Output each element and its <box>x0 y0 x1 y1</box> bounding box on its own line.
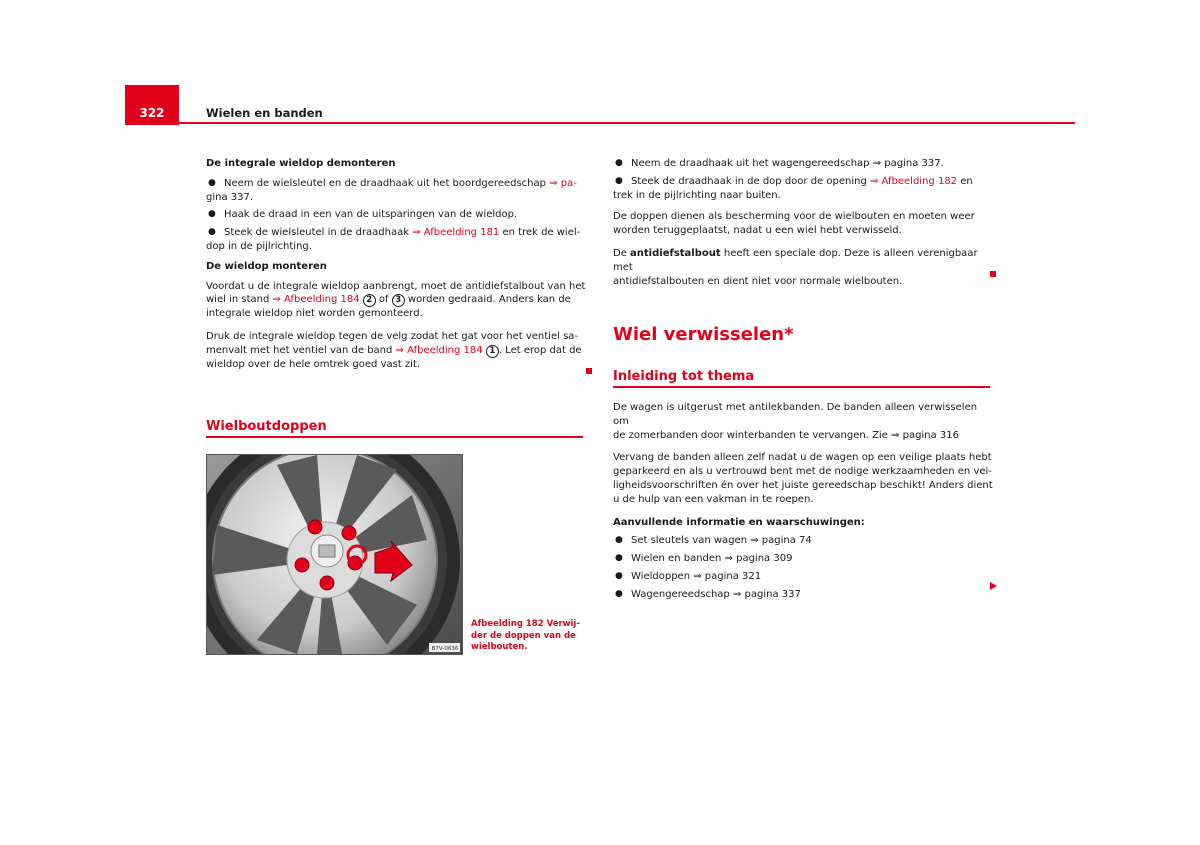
callout-number: 1 <box>486 345 499 358</box>
left-column <box>206 157 586 379</box>
paragraph: De antidiefstalbout heeft een speciale dop. Deze is alleen verenigbaar met antidiefstalbouten en dient niet voor normale wielbouten. <box>613 247 978 287</box>
figure-link[interactable]: ⇒ Afbeelding 181 <box>412 227 500 239</box>
chapter-title: Wielen en banden <box>206 106 323 120</box>
paragraph: Voordat u de integrale wieldop aanbrengt, moet de antidiefstalbout van het wiel in stand ⇒ Afbeelding 184 2 of 3 worden gedraaid. Anders kan de integrale wieldop niet worden gemonteerd. <box>206 280 586 320</box>
chapter-heading: Wiel verwisselen* <box>613 324 794 345</box>
section-title: Inleiding tot thema <box>613 369 755 384</box>
list-item[interactable]: ● Wielen en banden ⇒ pagina 309 <box>615 553 793 565</box>
paragraph: Druk de integrale wieldop tegen de velg zodat het gat voor het ventiel sa- menvalt met het ventiel van de band ⇒ Afbeelding 184 1 . Let erop dat de wieldop over de hele omtrek goed vast zit. <box>206 331 582 370</box>
page-link[interactable]: ⇒ pa- <box>549 177 577 189</box>
list-item: ● Haak de draad in een van de uitsparingen van de wieldop. <box>208 209 518 221</box>
list-item[interactable]: ● Set sleutels van wagen ⇒ pagina 74 <box>615 535 812 547</box>
right-column-intro <box>613 401 993 606</box>
figure-link[interactable]: ⇒ Afbeelding 182 <box>869 175 958 187</box>
figure-caption: Afbeelding 182 Verwij- der de doppen van de wielbouten. <box>471 619 580 652</box>
figure-code: B7V-0636 <box>431 646 459 652</box>
list-item: ● Neem de draadhaak uit het wagengereedschap ⇒ pagina 337. <box>615 158 944 169</box>
section-rule <box>613 386 990 388</box>
list-item: ● Steek de draadhaak in de dop door de opening ⇒ Afbeelding 182 en trek in de pijlrichting naar buiten. <box>613 175 973 201</box>
paragraph: De doppen dienen als bescherming voor de wielbouten en moeten weer worden teruggeplaatst, nadat u een wiel hebt verwisseld. <box>613 211 975 237</box>
list-item: ● Neem de wielsleutel en de draadhaak uit het boordgereedschap ⇒ pa- gina 337. <box>206 177 577 203</box>
section-end-marker <box>586 368 592 374</box>
callout-number: 3 <box>392 294 405 307</box>
wheel-figure <box>206 454 463 655</box>
paragraph: Vervang de banden alleen zelf nadat u de wagen op een veilige plaats hebt geparkeerd en als u vertrouwd bent met de nodige werkzaamheden en vei- ligheidsvoorschriften én over het juiste gereedschap beschikt! Anders dient u de hulp van een vakman in te roepen. <box>613 452 993 505</box>
heading-more-info: Aanvullende informatie en waarschuwingen: <box>613 516 865 528</box>
callout-number: 2 <box>363 294 376 307</box>
header-rule <box>125 122 1075 124</box>
heading-mount-wheelcap: De wieldop monteren <box>206 260 327 272</box>
figure-link[interactable]: ⇒ Afbeelding 184 <box>272 294 360 306</box>
section-title: Wielboutdoppen <box>206 419 327 434</box>
figure-link[interactable]: ⇒ Afbeelding 184 <box>395 344 483 356</box>
right-column <box>613 157 993 295</box>
continue-arrow-icon <box>990 582 997 590</box>
list-item[interactable]: ● Wieldoppen ⇒ pagina 321 <box>615 570 762 582</box>
heading-remove-wheelcap: De integrale wieldop demonteren <box>206 158 396 169</box>
list-item: ● Steek de wielsleutel in de draadhaak ⇒ Afbeelding 181 en trek de wiel- dop in de pijlrichting. <box>206 227 581 252</box>
page-number: 322 <box>139 106 165 120</box>
section-rule <box>206 436 583 438</box>
list-item[interactable]: ● Wagengereedschap ⇒ pagina 337 <box>615 588 801 600</box>
wheel-illustration <box>207 455 462 654</box>
section-end-marker <box>990 271 996 277</box>
paragraph: De wagen is uitgerust met antilekbanden. De banden alleen verwisselen om de zomerbanden door winterbanden te vervangen. Zie ⇒ pagina 316 <box>613 402 978 441</box>
